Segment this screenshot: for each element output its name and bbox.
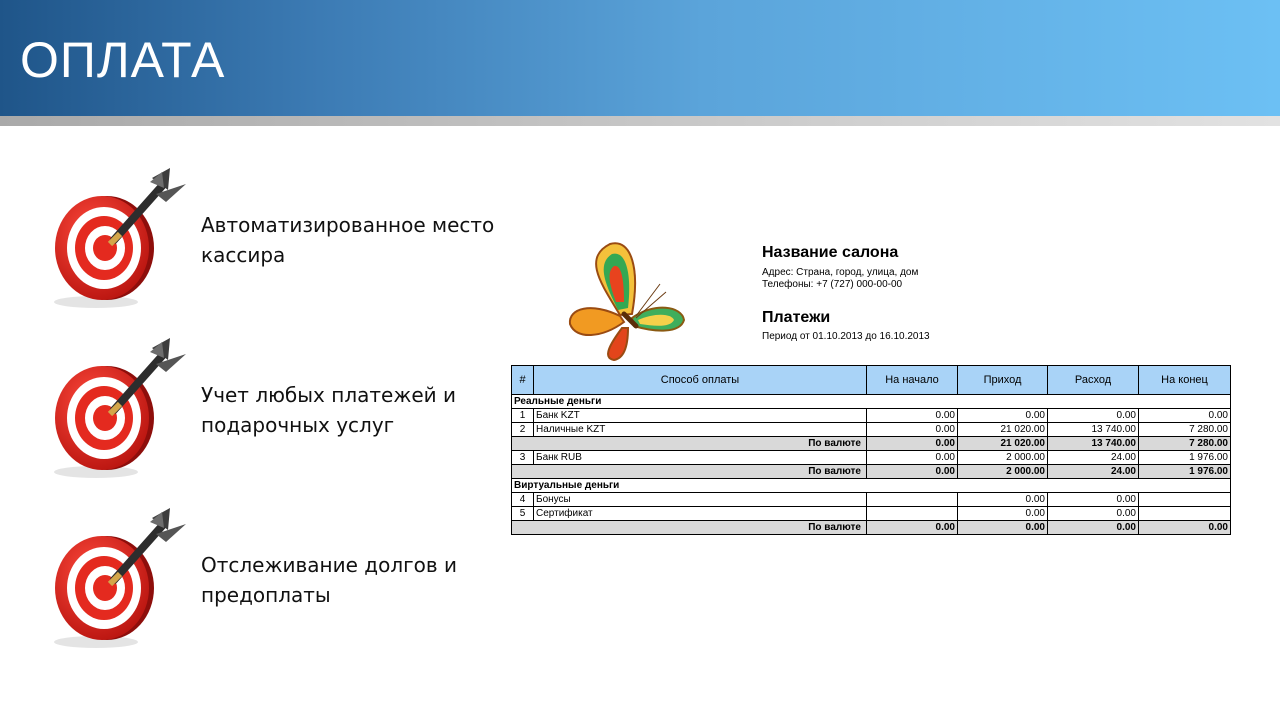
total-start: 0.00 [867, 437, 958, 451]
salon-name: Название салона [762, 244, 899, 261]
cell-expense: 0.00 [1048, 409, 1139, 423]
payments-table [511, 365, 1231, 535]
total-label: По валюте [512, 465, 867, 479]
feature-label: Учет любых платежей и подарочных услуг [201, 383, 456, 437]
table-row [512, 507, 1231, 521]
cell-income: 0.00 [958, 507, 1048, 521]
total-income: 0.00 [958, 521, 1048, 535]
cell-start: 0.00 [867, 423, 958, 437]
cell-end [1139, 493, 1231, 507]
total-end: 0.00 [1139, 521, 1231, 535]
report-title: Платежи [762, 309, 831, 326]
cell-method: Бонусы [534, 493, 867, 507]
section-row [512, 395, 1231, 409]
total-label: По валюте [512, 437, 867, 451]
butterfly-logo [562, 240, 692, 362]
total-income: 2 000.00 [958, 465, 1048, 479]
cell-method: Наличные KZT [534, 423, 867, 437]
feature-item [0, 508, 500, 658]
cell-start [867, 493, 958, 507]
target-with-dart-icon [40, 338, 200, 478]
table-row [512, 409, 1231, 423]
cell-income: 2 000.00 [958, 451, 1048, 465]
table-header-row [512, 366, 1231, 395]
cell-index: 2 [512, 423, 534, 437]
feature-item [0, 168, 500, 318]
banner-shadow [0, 116, 1280, 126]
cell-end: 0.00 [1139, 409, 1231, 423]
cell-index: 4 [512, 493, 534, 507]
cell-end: 7 280.00 [1139, 423, 1231, 437]
table-row [512, 423, 1231, 437]
cell-start [867, 507, 958, 521]
cell-method: Банк RUB [534, 451, 867, 465]
cell-expense: 0.00 [1048, 493, 1139, 507]
feature-label: Отслеживание долгов и предоплаты [201, 553, 458, 607]
cell-index: 5 [512, 507, 534, 521]
total-expense: 0.00 [1048, 521, 1139, 535]
cell-method: Банк KZT [534, 409, 867, 423]
cell-income: 0.00 [958, 493, 1048, 507]
column-header: Расход [1048, 366, 1139, 395]
cell-start: 0.00 [867, 451, 958, 465]
total-label: По валюте [512, 521, 867, 535]
total-end: 7 280.00 [1139, 437, 1231, 451]
salon-address: Адрес: Страна, город, улица, дом [762, 267, 919, 278]
table-row [512, 451, 1231, 465]
salon-phones: Телефоны: +7 (727) 000-00-00 [762, 279, 903, 290]
total-end: 1 976.00 [1139, 465, 1231, 479]
cell-income: 0.00 [958, 409, 1048, 423]
target-with-dart-icon [40, 168, 200, 308]
column-header: Приход [958, 366, 1048, 395]
section-label: Реальные деньги [512, 395, 1231, 409]
report-period: Период от 01.10.2013 до 16.10.2013 [762, 331, 930, 342]
cell-expense: 0.00 [1048, 507, 1139, 521]
feature-item [0, 338, 500, 488]
total-row [512, 521, 1231, 535]
section-row [512, 479, 1231, 493]
column-header: На начало [867, 366, 958, 395]
cell-index: 1 [512, 409, 534, 423]
cell-end: 1 976.00 [1139, 451, 1231, 465]
total-expense: 13 740.00 [1048, 437, 1139, 451]
total-start: 0.00 [867, 465, 958, 479]
cell-income: 21 020.00 [958, 423, 1048, 437]
total-expense: 24.00 [1048, 465, 1139, 479]
section-label: Виртуальные деньги [512, 479, 1231, 493]
table-row [512, 493, 1231, 507]
column-header: Способ оплаты [534, 366, 867, 395]
total-row [512, 465, 1231, 479]
target-with-dart-icon [40, 508, 200, 648]
total-row [512, 437, 1231, 451]
slide-title: ОПЛАТА [20, 32, 226, 88]
column-header: # [512, 366, 534, 395]
cell-start: 0.00 [867, 409, 958, 423]
cell-expense: 24.00 [1048, 451, 1139, 465]
total-income: 21 020.00 [958, 437, 1048, 451]
feature-label: Автоматизированное место кассира [201, 213, 495, 267]
cell-method: Сертификат [534, 507, 867, 521]
column-header: На конец [1139, 366, 1231, 395]
cell-index: 3 [512, 451, 534, 465]
cell-expense: 13 740.00 [1048, 423, 1139, 437]
total-start: 0.00 [867, 521, 958, 535]
cell-end [1139, 507, 1231, 521]
